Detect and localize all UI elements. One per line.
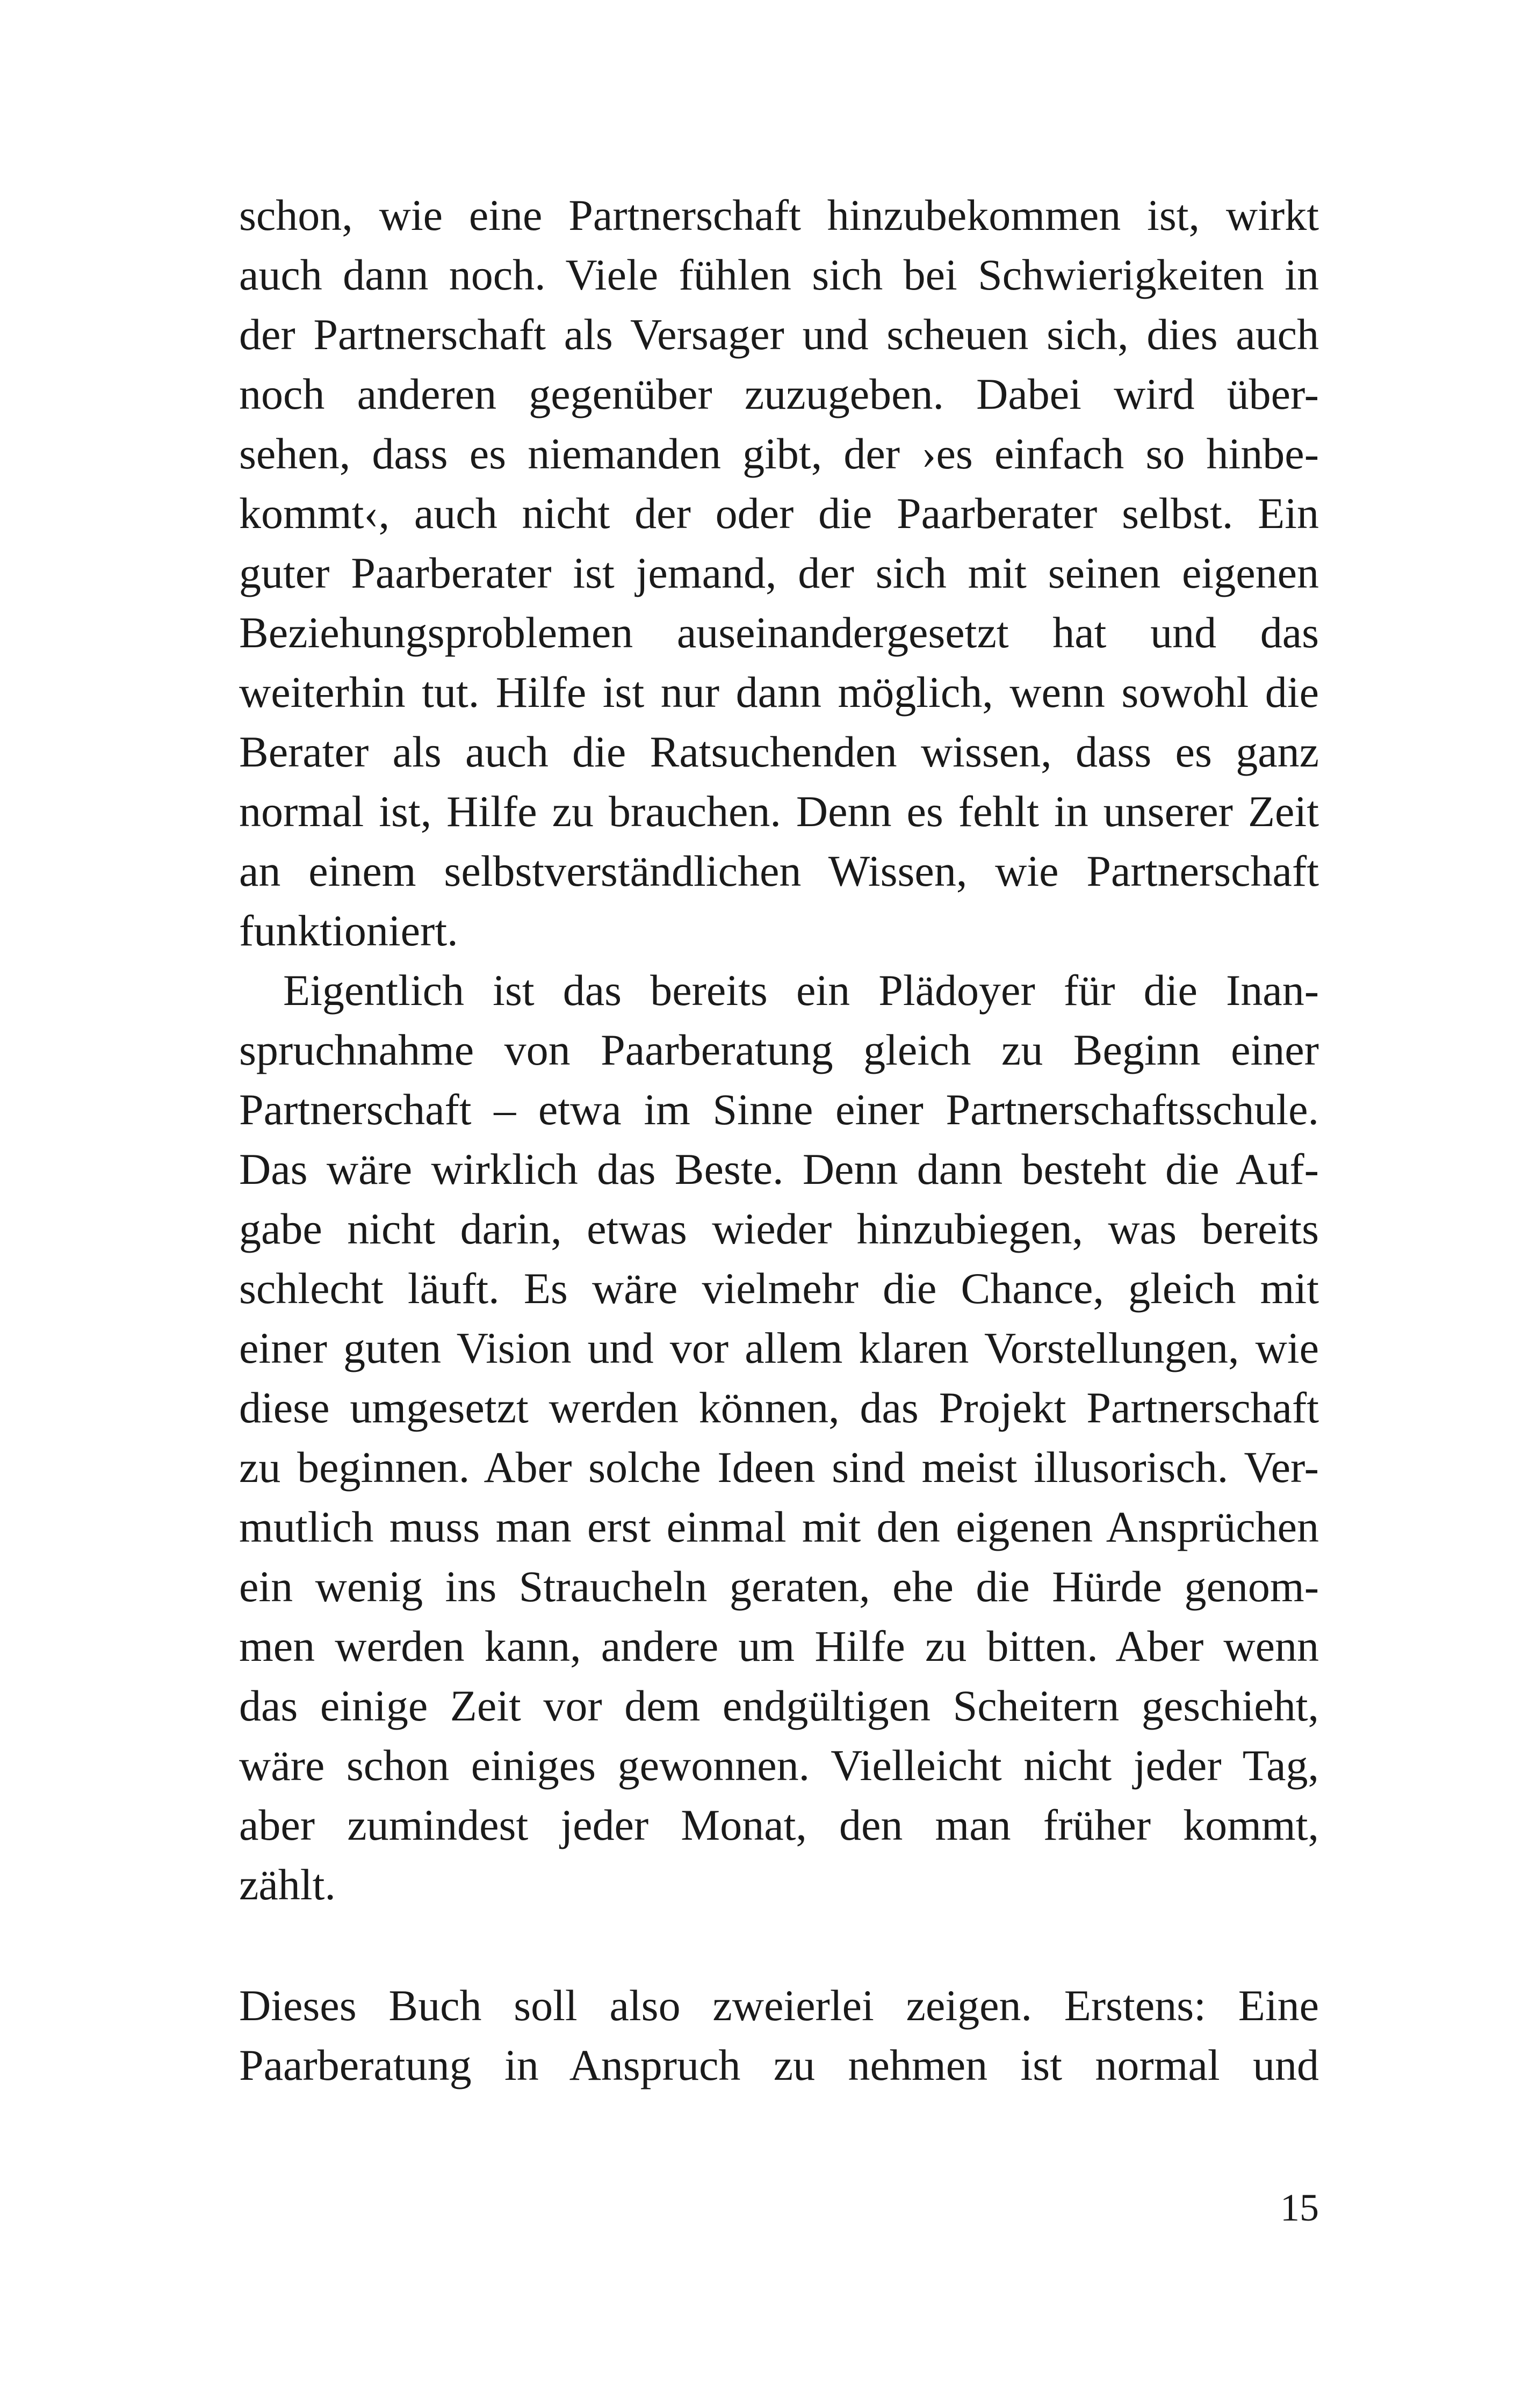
text-line: einer guten Vision und vor allem klaren Vorstellungen, wie xyxy=(239,1324,1319,1372)
text-line: weiterhin tut. Hilfe ist nur dann möglich, wenn sowohl die xyxy=(239,668,1319,717)
text-line: zu beginnen. Aber solche Ideen sind meist illusorisch. Ver- xyxy=(239,1443,1319,1492)
page-number: 15 xyxy=(1280,2186,1319,2229)
text-line: das einige Zeit vor dem endgültigen Scheitern geschieht, xyxy=(239,1681,1319,1730)
text-line: gabe nicht darin, etwas wieder hinzubiegen, was bereits xyxy=(239,1204,1319,1253)
text-line: der Partnerschaft als Versager und scheuen sich, dies auch xyxy=(239,310,1319,359)
text-line: Partnerschaft – etwa im Sinne einer Partnerschaftsschule. xyxy=(239,1085,1319,1134)
text-line: auch dann noch. Viele fühlen sich bei Schwierigkeiten in xyxy=(239,250,1319,299)
text-line: funktioniert. xyxy=(239,906,458,955)
text-line: ein wenig ins Straucheln geraten, ehe die Hürde genom- xyxy=(239,1562,1319,1611)
text-line: Berater als auch die Ratsuchenden wissen, dass es ganz xyxy=(239,727,1319,776)
text-line: mutlich muss man erst einmal mit den eigenen Ansprüchen xyxy=(239,1502,1319,1551)
text-line: Das wäre wirklich das Beste. Denn dann besteht die Auf- xyxy=(239,1145,1319,1194)
text-line: Eigentlich ist das bereits ein Plädoyer für die Inan- xyxy=(283,966,1319,1015)
text-line: guter Paarberater ist jemand, der sich mit seinen eigenen xyxy=(239,548,1319,597)
text-line: zählt. xyxy=(239,1860,336,1909)
text-line: diese umgesetzt werden können, das Projekt Partnerschaft xyxy=(239,1383,1319,1432)
body-text-top xyxy=(239,185,1319,1914)
text-line: an einem selbstverständlichen Wissen, wie Partnerschaft xyxy=(239,847,1319,895)
text-line: normal ist, Hilfe zu brauchen. Denn es fehlt in unserer Zeit xyxy=(239,787,1319,836)
text-line: schlecht läuft. Es wäre vielmehr die Chance, gleich mit xyxy=(239,1264,1319,1313)
text-line: men werden kann, andere um Hilfe zu bitten. Aber wenn xyxy=(239,1622,1319,1671)
text-line: sehen, dass es niemanden gibt, der ›es einfach so hinbe- xyxy=(239,429,1319,478)
text-line: Beziehungsproblemen auseinandergesetzt hat und das xyxy=(239,608,1319,657)
text-line: Dieses Buch soll also zweierlei zeigen. Erstens: Eine xyxy=(239,1981,1319,2030)
text-line: schon, wie eine Partnerschaft hinzubekommen ist, wirkt xyxy=(239,191,1319,240)
text-line: Paarberatung in Anspruch zu nehmen ist normal und xyxy=(239,2041,1319,2089)
text-line: kommt‹, auch nicht der oder die Paarberater selbst. Ein xyxy=(239,489,1319,538)
body-text-bottom xyxy=(239,1976,1319,2095)
text-line: wäre schon einiges gewonnen. Vielleicht nicht jeder Tag, xyxy=(239,1741,1319,1790)
text-line: spruchnahme von Paarberatung gleich zu Beginn einer xyxy=(239,1025,1319,1074)
text-line: aber zumindest jeder Monat, den man früher kommt, xyxy=(239,1800,1319,1849)
text-line: noch anderen gegenüber zuzugeben. Dabei wird über- xyxy=(239,370,1319,418)
